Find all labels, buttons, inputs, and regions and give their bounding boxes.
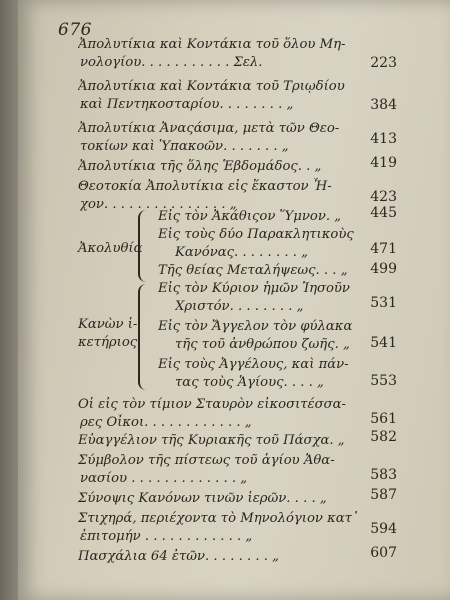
- akolouthia-label: Ἀκολυθία: [78, 241, 143, 256]
- akolouthia-item: Κανόνας. . . . . . . . „: [175, 245, 308, 260]
- kanon-item: Εἰς τοὺς Ἀγγέλους, καὶ πάν-: [158, 357, 349, 372]
- index-entry-line: Ἀπολυτίκια καὶ Κοντάκια τοῦ Τριῳδίου: [78, 79, 345, 94]
- akolouthia-item: Τῆς θείας Μεταλήψεως. . . „: [158, 263, 348, 278]
- page-ref: 384: [370, 97, 397, 113]
- kanon-item: Εἰς τὸν Κύριον ἡμῶν Ἰησοῦν: [158, 281, 350, 296]
- page-ref: 607: [370, 545, 397, 561]
- page-ref: 471: [370, 241, 397, 257]
- index-entry-line: νολογίου. . . . . . . . . . . Σελ.: [80, 55, 263, 70]
- page-ref: 553: [370, 373, 397, 389]
- index-entry-line: Πασχάλια 64 ἐτῶν. . . . . . . . „: [78, 549, 279, 564]
- page-ref: 587: [370, 487, 397, 503]
- akolouthia-item: Εἰς τοὺς δύο Παρακλητικοὺς: [158, 227, 354, 242]
- index-entry-line: Ἀπολυτίκια Ἀναςάσιμα, μετὰ τῶν Θεο-: [78, 121, 340, 136]
- index-entry-line: καὶ Πεντηκοσταρίου. . . . . . . . „: [80, 97, 294, 112]
- index-entry-line: ἐπιτομήν . . . . . . . . . . . . „: [80, 529, 253, 544]
- kanon-item: Χριστόν. . . . . . . . „: [175, 299, 304, 314]
- page-ref: 541: [370, 335, 397, 351]
- index-entry-line: νασίου . . . . . . . . . . . . . „: [80, 471, 248, 486]
- page-ref: 423: [370, 189, 397, 205]
- index-entry-line: Σύνοψις Κανόνων τινῶν ἱερῶν. . . . „: [78, 491, 327, 506]
- index-entry-line: Ἀπολυτίκια τῆς ὅλης Ἑβδομάδος. . „: [78, 159, 322, 174]
- page-ref: 419: [370, 155, 397, 171]
- brace-akolouthia: [138, 210, 152, 282]
- brace-kanones: [138, 284, 152, 390]
- kanon-item: Εἰς τὸν Ἄγγελον τὸν φύλακα: [158, 319, 353, 334]
- page-number: 676: [58, 20, 92, 40]
- page-ref: 223: [370, 55, 397, 71]
- index-entry-line: Εὐαγγέλιον τῆς Κυριακῆς τοῦ Πάσχα. „: [78, 433, 345, 448]
- page-ref: 561: [370, 411, 397, 427]
- page-ref: 445: [370, 205, 397, 221]
- kanon-label-line2: κετήριος.: [78, 335, 142, 350]
- index-entry-line: ρες Οἶκοι. . . . . . . . . . . . „: [80, 415, 252, 430]
- akolouthia-item: Εἰς τὸν Ἀκάθιςον Ὕμνον. „: [158, 209, 342, 224]
- page-ref: 499: [370, 261, 397, 277]
- index-entry-line: Οἱ εἰς τὸν τίμιον Σταυρὸν εἰκοσιτέσσα-: [78, 397, 346, 412]
- kanon-item: τας τοὺς Ἁγίους. . . . „: [175, 375, 324, 390]
- kanon-item: τῆς τοῦ ἀνθρώπου ζωῆς. „: [175, 337, 350, 352]
- kanon-label-line1: Κανὼν ἱ-: [78, 317, 138, 332]
- page-ref: 413: [370, 131, 397, 147]
- page-ref: 594: [370, 521, 397, 537]
- page-ref: 582: [370, 429, 397, 445]
- page-ref: 583: [370, 467, 397, 483]
- index-entry-line: Ἀπολυτίκια καὶ Κοντάκια τοῦ ὅλου Μη-: [78, 37, 346, 52]
- index-entry-line: Σύμβολον τῆς πίστεως τοῦ ἁγίου Ἀθα-: [78, 453, 335, 468]
- index-entry-line: Στιχηρά, περιέχοντα τὸ Μηνολόγιον κατ᾽: [78, 511, 359, 526]
- page-ref: 531: [370, 295, 397, 311]
- index-entry-line: χον. . . . . . . . . . . . . . . „: [80, 197, 237, 212]
- index-entry-line: Θεοτοκία Ἀπολυτίκια εἰς ἕκαστον Ἦ-: [78, 179, 332, 194]
- index-entry-line: τοκίων καὶ Ὑπακοῶν. . . . . . . „: [80, 139, 289, 154]
